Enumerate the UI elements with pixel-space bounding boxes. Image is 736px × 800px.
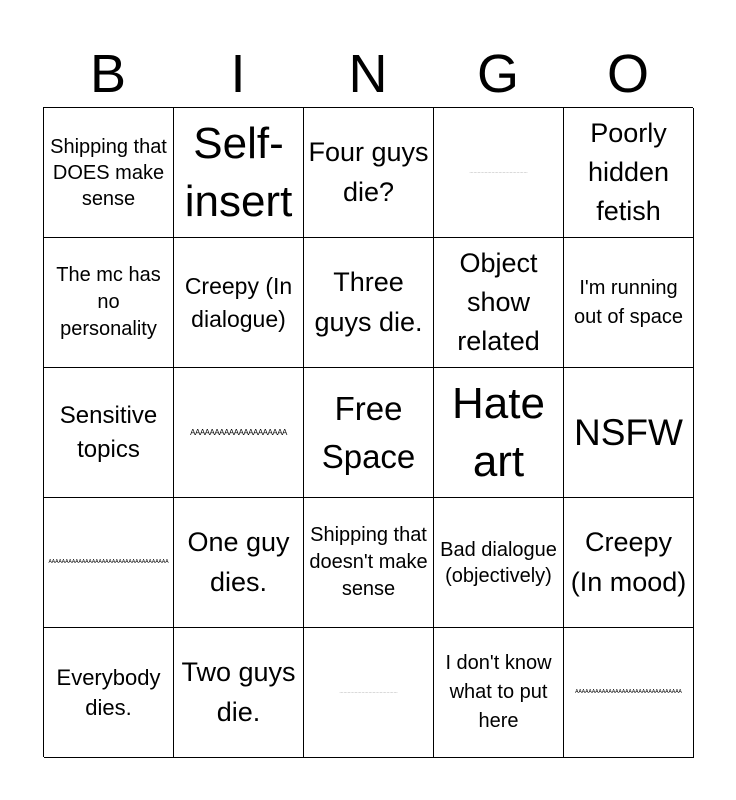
bingo-cell[interactable]: Four guys die?: [304, 108, 434, 238]
bingo-cell[interactable]: Three guys die.: [304, 238, 434, 368]
bingo-cell[interactable]: Sensitive topics: [44, 368, 174, 498]
bingo-cell[interactable]: Shipping that DOES make sense: [44, 108, 174, 238]
bingo-cell[interactable]: Shipping that doesn't make sense: [304, 498, 434, 628]
bingo-cell[interactable]: Two guys die.: [174, 628, 304, 758]
header-letter-n: N: [348, 44, 388, 104]
bingo-board: [43, 107, 693, 757]
bingo-cell[interactable]: Self-insert: [174, 108, 304, 238]
bingo-cell[interactable]: I don't know what to put here: [434, 628, 564, 758]
bingo-cell[interactable]: AAAAAAAAAAAAAAAAAAAAAAAAAAAAAAAA: [564, 628, 694, 758]
bingo-cell[interactable]: ..........................................: [434, 108, 564, 238]
header-letter-b: B: [89, 44, 127, 104]
header-letter-i: I: [230, 44, 246, 104]
bingo-cell[interactable]: ..........................................: [304, 628, 434, 758]
bingo-cell[interactable]: NSFW: [564, 368, 694, 498]
bingo-cell[interactable]: One guy dies.: [174, 498, 304, 628]
bingo-cell[interactable]: I'm running out of space: [564, 238, 694, 368]
bingo-header: [43, 40, 693, 108]
bingo-cell[interactable]: Everybody dies.: [44, 628, 174, 758]
bingo-cell[interactable]: Poorly hidden fetish: [564, 108, 694, 238]
bingo-cell[interactable]: Creepy (In dialogue): [174, 238, 304, 368]
bingo-cell[interactable]: Bad dialogue (objectively): [434, 498, 564, 628]
header-letter-g: G: [476, 44, 519, 104]
bingo-cell[interactable]: Creepy (In mood): [564, 498, 694, 628]
bingo-cell[interactable]: Hate art: [434, 368, 564, 498]
bingo-cell[interactable]: The mc has no personality: [44, 238, 174, 368]
bingo-cell[interactable]: AAAAAAAAAAAAAAAAAAAAAAAAAAAAAAAAAAAA: [44, 498, 174, 628]
header-letter-o: O: [606, 44, 649, 104]
bingo-cell[interactable]: Free Space: [304, 368, 434, 498]
bingo-cell[interactable]: Object show related: [434, 238, 564, 368]
bingo-cell[interactable]: AAAAAAAAAAAAAAAAAAAA: [174, 368, 304, 498]
